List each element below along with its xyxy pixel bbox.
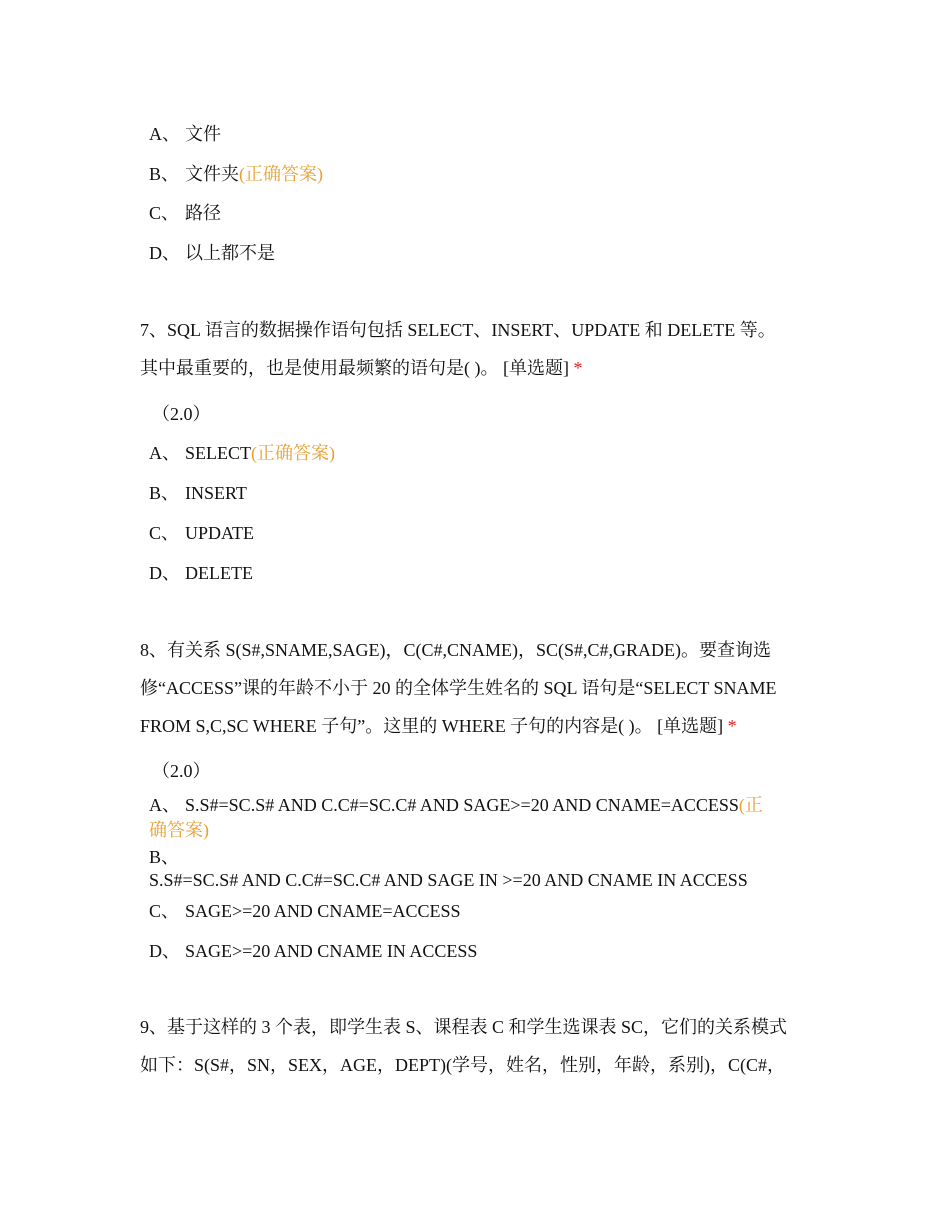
option-letter: B、 — [149, 164, 180, 184]
option-text: 以上都不是 — [185, 243, 275, 263]
q8-text-line2: 修“ACCESS”课的年龄不小于 20 的全体学生姓名的 SQL 语句是“SELECT SNAME — [140, 678, 777, 698]
option-text: 文件 — [185, 124, 221, 144]
option-letter: C、 — [149, 901, 180, 921]
q8-option-b[interactable] — [149, 846, 179, 868]
option-text: SAGE>=20 AND CNAME=ACCESS — [185, 901, 461, 921]
q6-option-a[interactable] — [149, 123, 221, 145]
correct-answer-marker: (正确答案) — [239, 164, 323, 184]
option-text: SAGE>=20 AND CNAME IN ACCESS — [185, 941, 478, 961]
option-text: 路径 — [185, 203, 221, 223]
q9-text-line1: 9、基于这样的 3 个表，即学生表 S、课程表 C 和学生选课表 SC，它们的关系模式 — [140, 1017, 788, 1037]
q7-score: （2.0） — [152, 404, 211, 424]
q8-option-b-text: S.S#=SC.S# AND C.C#=SC.C# AND SAGE IN >=20 AND CNAME IN ACCESS — [149, 870, 748, 890]
option-letter: C、 — [149, 523, 180, 543]
q7-text-line2 — [140, 357, 582, 379]
option-letter: A、 — [149, 124, 180, 144]
option-letter: A、 — [149, 795, 180, 815]
option-letter: D、 — [149, 941, 180, 961]
required-marker: * — [573, 358, 583, 378]
option-letter: B、 — [149, 847, 180, 867]
q7-option-c[interactable] — [149, 522, 254, 544]
q8-text: FROM S,C,SC WHERE 子句”。这里的 WHERE 子句的内容是( )。 [单选题] — [140, 716, 724, 736]
q8-text-line3 — [140, 715, 737, 737]
option-letter: D、 — [149, 563, 180, 583]
q6-option-d[interactable] — [149, 242, 275, 264]
q7-option-d[interactable] — [149, 562, 253, 584]
q6-option-b[interactable] — [149, 163, 323, 185]
correct-answer-marker: (正 — [738, 795, 763, 815]
q8-option-a-wrap — [149, 819, 209, 841]
option-text: S.S#=SC.S# AND C.C#=SC.C# AND SAGE>=20 AND CNAME=ACCESS — [185, 795, 739, 815]
q7-text-line1: 7、SQL 语言的数据操作语句包括 SELECT、INSERT、UPDATE 和 DELETE 等。 — [140, 320, 776, 340]
q8-text-line1: 8、有关系 S(S#,SNAME,SAGE)，C(C#,CNAME)，SC(S#,C#,GRADE)。要查询选 — [140, 640, 772, 660]
option-letter: C、 — [149, 203, 180, 223]
q9-text-line2: 如下：S(S#，SN，SEX，AGE，DEPT)(学号，姓名，性别，年龄，系别)，C(C#， — [140, 1055, 786, 1075]
q8-score: （2.0） — [152, 761, 211, 781]
q8-option-a[interactable] — [149, 794, 763, 816]
option-text: SELECT — [185, 443, 251, 463]
q8-option-d[interactable] — [149, 940, 477, 962]
q7-option-a[interactable] — [149, 442, 335, 464]
option-text: 文件夹 — [185, 164, 239, 184]
q7-option-b[interactable] — [149, 482, 247, 504]
option-text: INSERT — [185, 483, 247, 503]
correct-answer-marker: (正确答案) — [251, 443, 335, 463]
option-letter: B、 — [149, 483, 180, 503]
q8-option-c[interactable] — [149, 900, 461, 922]
q7-text: 其中最重要的，也是使用最频繁的语句是( )。 [单选题] — [140, 358, 569, 378]
option-text: DELETE — [185, 563, 253, 583]
option-letter: D、 — [149, 243, 180, 263]
required-marker: * — [727, 716, 737, 736]
q6-option-c[interactable] — [149, 202, 221, 224]
correct-answer-marker: 确答案) — [149, 820, 209, 840]
option-text: UPDATE — [185, 523, 255, 543]
option-letter: A、 — [149, 443, 180, 463]
